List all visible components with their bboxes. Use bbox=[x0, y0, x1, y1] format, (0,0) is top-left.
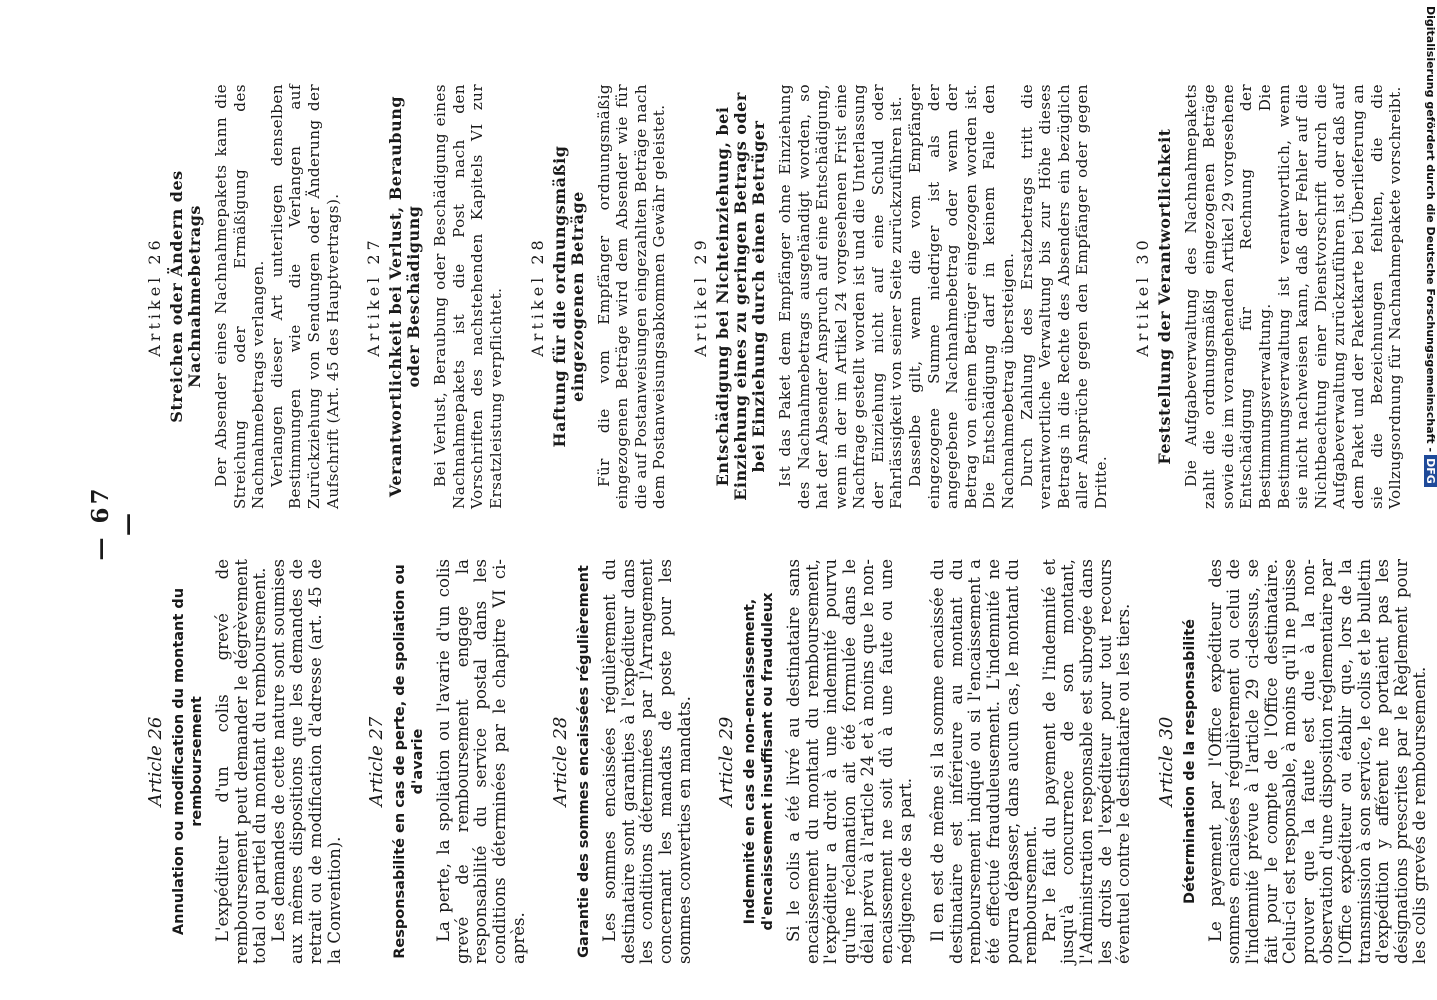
article-26-heading-de: Artikel 26 bbox=[145, 236, 164, 357]
article-29-paragraph-1-de: Ist das Paket dem Empfänger ohne Einziehung des Nachnahmebetrags ausgehändigt worden, so hat der Absender Anspruch auf eine Entschädigung, wenn in der im Artikel 24 vorgesehenen Frist eine Nachfrage gestellt worden ist und die Unterlassung der Einziehung nicht auf eine Schuld oder Fahrlässigkeit von seiner Seite zurückzuführen ist. bbox=[775, 84, 906, 509]
article-29-paragraph-2-de: Dasselbe gilt, wenn die vom Empfänger eingezogene Summe niedriger ist als der angegebene Nachnahmebetrag oder wenn der Betrag von einem Betrüger eingezogen worden ist. Die Entschädigung darf in keinem Falle den Nachnahmebetrag übersteigen. bbox=[906, 84, 1018, 509]
german-column bbox=[87, 84, 1405, 509]
article-26-paragraph-1-fr: L'expéditeur d'un colis grevé de remboursement peut demander le dégrèvement total ou partiel du montant du remboursement. bbox=[213, 559, 270, 964]
article-29-paragraph-2-fr: Il en est de même si la somme encaissée du destinataire est inférieure au montant du remboursement indiqué ou si l'encaissement a été effectué frauduleusement. L'indemnité ne pourra dépasser, dans aucun cas, le montant du remboursement. bbox=[928, 559, 1041, 964]
article-26-title-fr: Annulation ou modification du montant du remboursement bbox=[171, 587, 205, 936]
article-30-heading-de: Artikel 30 bbox=[1132, 236, 1152, 357]
article-29-paragraph-3-fr: Par le fait du payement de l'indemnité et jusqu'à concurrence de son montant, l'Administration responsable est subrogée dans les droits de l'expéditeur pour tout recours éventuel contre le destinataire ou les tiers. bbox=[1039, 559, 1134, 964]
article-27-heading-fr: Article 27 bbox=[366, 716, 388, 807]
article-28-heading-fr: Article 28 bbox=[550, 716, 572, 807]
article-26-paragraph-2-fr: Les demandes de cette nature sont soumises aux mêmes dispositions que les demandes de retrait ou de modification d'adresse (art. 45 de la Convention). bbox=[268, 559, 344, 964]
article-28-title-fr: Garantie des sommes encaissées régulièrement bbox=[576, 565, 593, 958]
article-29-paragraph-3-de: Durch Zahlung des Ersatzbetrags tritt die verantwortliche Verwaltung bis zur Höhe dieses Betrags in die Rechte des Absenders ein bezüglich aller Ansprüche gegen den Empfänger oder gegen Dritte. bbox=[1017, 84, 1110, 509]
credit-text: Digitalisierung gefördert durch die Deutsche Forschungsgemeinschaft - bbox=[1424, 6, 1437, 453]
article-28-heading-de: Artikel 28 bbox=[527, 236, 547, 357]
article-27-paragraph-1-fr: La perte, la spoliation ou l'avarie d'un colis grevé de remboursement engage la responsabilité du service postal dans les conditions déterminées par le chapitre VI ci-après. bbox=[434, 559, 528, 964]
article-29-heading-de: Artikel 29 bbox=[690, 236, 710, 357]
article-29-title-fr: Indemnité en cas de non-encaissement, d'encaissement insuffisant ou frauduleux bbox=[742, 592, 777, 931]
article-29-heading-fr: Article 29 bbox=[716, 716, 738, 807]
french-column bbox=[87, 559, 1430, 964]
article-26-title-de: Streichen oder Ändern des Nachnahmebetrags bbox=[167, 170, 204, 423]
dfg-logo: DFG bbox=[1424, 455, 1437, 487]
article-29-title-de: Entschädigung bei Nichteinziehung, bei Einziehung eines zu geringen Betrags oder bei Einziehung durch einen Betrüger bbox=[712, 92, 768, 501]
digitization-credit bbox=[1424, 6, 1437, 487]
page-number: — 67 — bbox=[87, 485, 141, 561]
article-28-title-de: Haftung für die ordnungsmäßig eingezogenen Beträge bbox=[549, 145, 587, 448]
article-27-title-de: Verantwortlichkeit bei Verlust, Beraubung oder Beschädigung bbox=[386, 95, 424, 498]
article-27-title-fr: Responsabilité en cas de perte, de spoliation ou d'avarie bbox=[392, 564, 427, 959]
article-27-heading-de: Artikel 27 bbox=[364, 236, 384, 357]
rotated-page bbox=[87, 84, 1430, 964]
article-30-paragraph-1-fr: Le payement par l'Office expéditeur des sommes encaissées régulièrement ou celui de l'indemnité prévue à l'article 29 ci-dessus, se fait pour le compte de l'Office destinataire. Celui-ci est responsable, à moins qu'il ne puisse prouver que la faute est due à la non-observation d'une disposition réglementaire par l'Office expéditeur ou établir que, lors de la transmission à son service, le colis et le bulletin d'expédition y afférent ne portaient pas les désignations prescrites par le Règlement pour les colis grevés de remboursement. bbox=[1205, 559, 1430, 964]
article-27-paragraph-1-de: Bei Verlust, Beraubung oder Beschädigung eines Nachnahmepakets ist die Post nach den Vorschriften des nachstehenden Kapitels VI zur Ersatzleistung verpflichtet. bbox=[431, 84, 505, 509]
article-30-title-fr: Détermination de la responsabilité bbox=[1181, 618, 1198, 905]
article-30-title-de: Feststellung der Verantwortlichkeit bbox=[1154, 128, 1174, 465]
article-28-paragraph-1-de: Für die vom Empfänger ordnungsmäßig eingezogenen Beträge wird dem Absender wie für die auf Postanweisungen eingezahlten Beträge nach dem Postanweisungsabkommen Gewähr geleistet. bbox=[594, 84, 669, 509]
article-30-heading-fr: Article 30 bbox=[1155, 716, 1177, 807]
article-30-paragraph-1-de: Die Aufgabeverwaltung des Nachnahmepakets zahlt die ordnungsmäßig eingezogenen Beträge sowie die im vorangehenden Artikel 29 vorgesehene Entschädigung für Rechnung der Bestimmungsverwaltung. Die Bestimmungsverwaltung ist verantwortlich, wenn sie nicht nachweisen kann, daß der Fehler auf die Nichtbeachtung einer Dienstvorschrift durch die Aufgabeverwaltung zurückzuführen ist oder daß auf dem Paket und der Paketkarte bei Überlieferung an sie die Bezeichnungen fehlten, die die Vollzugsordnung für Nachnahmepakete vorschreibt. bbox=[1181, 84, 1405, 509]
article-26-paragraph-1-de: Der Absender eines Nachnahmepakets kann die Streichung oder Ermäßigung des Nachnahmebetrags verlangen. bbox=[212, 84, 268, 509]
article-26-heading-fr: Article 26 bbox=[145, 716, 166, 807]
article-26-paragraph-2-de: Verlangen dieser Art unterliegen denselben Bestimmungen wie die Verlangen auf Zurückziehung von Sendungen oder Änderung der Aufschrift (Art. 45 des Hauptvertrags). bbox=[267, 84, 342, 509]
article-28-paragraph-1-fr: Les sommes encaissées régulièrement du destinataire sont garanties à l'expéditeur dans les conditions déterminées par l'Arrangement concernant les mandats de poste pour les sommes converties en mandats. bbox=[600, 559, 694, 964]
article-29-paragraph-1-fr: Si le colis a été livré au destinataire sans encaissement du montant du remboursement, l'expéditeur a droit à une indemnité pourvu qu'une réclamation ait été formulée dans le délai prévu à l'article 24 et à moins que le non-encaissement ne soit dû à une faute ou une négligence de sa part. bbox=[784, 559, 915, 964]
